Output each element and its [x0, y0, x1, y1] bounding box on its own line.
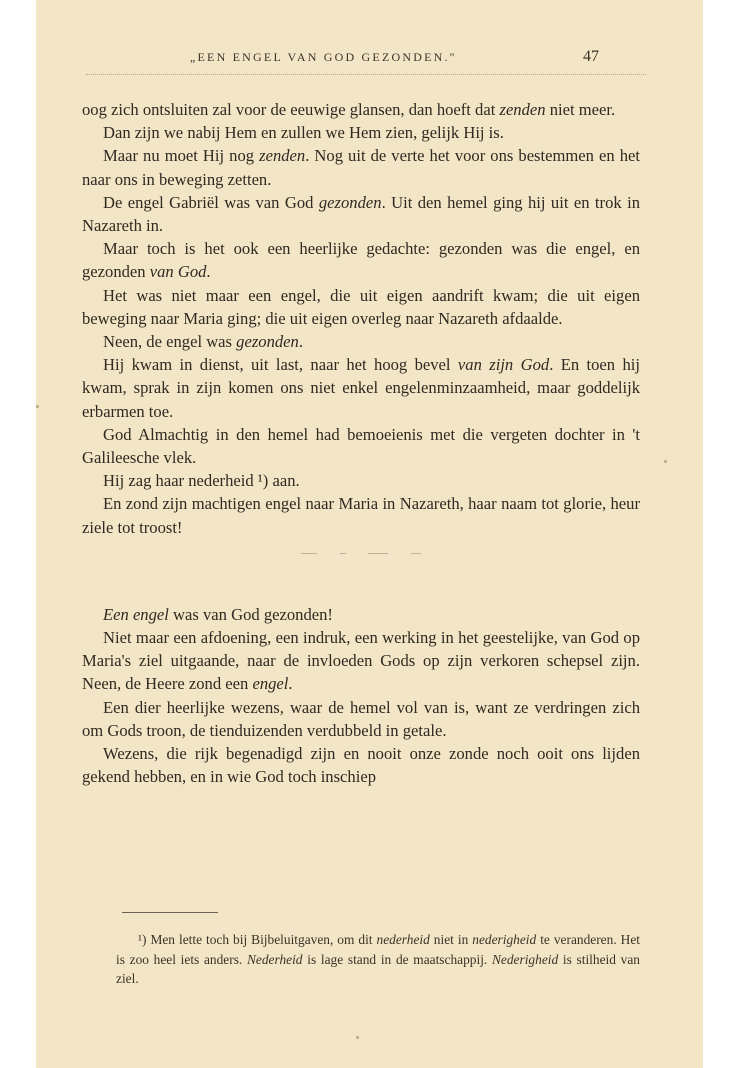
footnote-rule: [122, 912, 218, 913]
footnote-text: ¹) Men lette toch bij Bijbeluitgaven, om dit nederheid niet in nederigheid te veranderen. Het is zoo heel iets anders. Nederheid is lage stand in de maatschappij. Nederigheid is stilheid van ziel.: [116, 932, 640, 986]
footnote: [116, 930, 640, 989]
page-number: 47: [583, 48, 599, 65]
paragraph: Dan zijn we nabij Hem en zullen we Hem zien, gelijk Hij is.: [103, 123, 504, 143]
main-text: [82, 98, 640, 788]
section-divider: [301, 549, 421, 559]
book-page: [36, 0, 703, 1068]
paragraph: Een engel was van God gezonden!: [103, 604, 333, 624]
paragraph: Hij kwam in dienst, uit last, naar het hoog bevel van zijn God. En toen hij kwam, sprak in zijn komen ons niet enkel engelenminzaamheid, maar goddelijk erbarmen toe.: [82, 355, 640, 421]
paragraph: Wezens, die rijk begenadigd zijn en nooit onze zonde noch ooit ons lijden gekend hebben, en in wie God toch inschiep: [82, 744, 640, 787]
paragraph: oog zich ontsluiten zal voor de eeuwige glansen, dan hoeft dat zenden niet meer.: [82, 100, 616, 119]
paragraph: Maar toch is het ook een heerlijke gedachte: gezonden was die engel, en gezonden van God.: [82, 239, 640, 282]
paragraph: Hij zag haar nederheid ¹) aan.: [103, 471, 300, 491]
paragraph: De engel Gabriël was van God gezonden. Uit den hemel ging hij uit en trok in Nazareth in.: [82, 192, 640, 236]
paragraph: Het was niet maar een engel, die uit eigen aandrift kwam; die uit eigen beweging naar Maria ging; die uit eigen overleg naar Nazareth afdaalde.: [82, 285, 640, 328]
paper-speck: [664, 460, 667, 463]
paragraph: En zond zijn machtigen engel naar Maria in Nazareth, haar naam tot glorie, heur ziele tot troost!: [82, 494, 640, 537]
header-rule: [86, 74, 646, 75]
paper-speck: [356, 1036, 359, 1039]
paragraph: Niet maar een afdoening, een indruk, een werking in het geestelijke, van God op Maria's ziel uitgaande, naar de invloeden Gods op zijn verkoren schepsel zijn. Neen, de Heere zond een engel.: [82, 628, 640, 694]
footnote-reference: ¹): [257, 471, 269, 491]
paragraph: Een dier heerlijke wezens, waar de hemel vol van is, want ze verdringen zich om Gods troon, de tienduizenden verdubbeld in getale.: [82, 697, 640, 740]
paragraph: Neen, de engel was gezonden.: [103, 332, 303, 352]
paragraph: Maar nu moet Hij nog zenden. Nog uit de verte het voor ons bestemmen en het naar ons in beweging zetten.: [82, 146, 640, 189]
paper-speck: [36, 405, 39, 408]
running-title: „EEN ENGEL VAN GOD GEZONDEN.": [190, 50, 457, 64]
page-header: [36, 48, 703, 70]
paragraph: God Almachtig in den hemel had bemoeienis met die vergeten dochter in 't Galileesche vlek.: [82, 424, 640, 468]
